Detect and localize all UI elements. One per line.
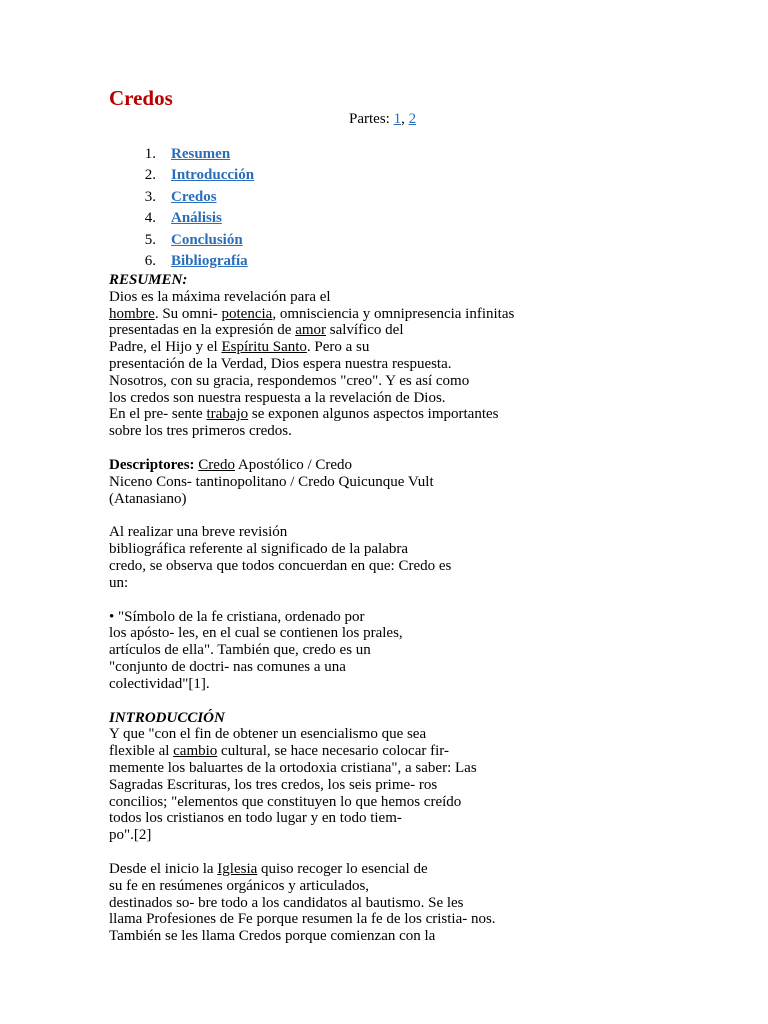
text-line: presentación de la Verdad, Dios espera nuestra respuesta.	[109, 355, 452, 372]
link-espiritu-santo[interactable]: Espíritu Santo	[221, 339, 307, 356]
toc-item-conclusion	[109, 230, 254, 251]
link-iglesia[interactable]: Iglesia	[217, 860, 258, 877]
descriptores-label: Descriptores:	[109, 456, 195, 473]
text-line: los credos son nuestra respuesta a la revelación de Dios.	[109, 389, 446, 406]
text-line: se exponen algunos aspectos importantes	[248, 406, 499, 423]
link-cambio[interactable]: cambio	[173, 743, 218, 760]
text-line: En el pre- sente	[109, 406, 207, 423]
paragraph-gap	[109, 844, 549, 861]
toc-number: 4.	[144, 210, 156, 227]
toc-item-introduccion	[109, 165, 254, 186]
toc-link-credos[interactable]: Credos	[171, 188, 217, 205]
page-title: Credos	[109, 86, 173, 110]
text-line: destinados so- bre todo a los candidatos al bautismo. Se les	[109, 894, 464, 911]
link-hombre[interactable]: hombre	[109, 305, 155, 322]
part-link-1[interactable]: 1	[393, 111, 402, 127]
text-line: . Su omni-	[154, 305, 222, 322]
text-line: po".[2]	[109, 827, 152, 844]
paragraph-simbolo	[109, 609, 549, 693]
article-body	[109, 272, 549, 945]
text-line: Dios es la máxima revelación para el	[109, 288, 331, 305]
text-line: cultural, se hace necesario colocar fir-	[217, 743, 449, 760]
parts-label: Partes:	[349, 111, 394, 127]
section-resumen	[109, 272, 549, 440]
text-line: Nosotros, con su gracia, respondemos "creo". Y es así como	[109, 372, 470, 389]
text-line: credo, se observa que todos concuerdan en que: Credo es	[109, 557, 452, 574]
text-line: "conjunto de doctri- nas comunes a una	[109, 658, 346, 675]
section-introduccion	[109, 710, 549, 844]
paragraph-gap	[109, 440, 549, 457]
text-line: (Atanasiano)	[109, 490, 187, 507]
text-line: • "Símbolo de la fe cristiana, ordenado por	[109, 608, 365, 625]
toc-item-resumen	[109, 144, 254, 165]
toc-item-bibliografia	[109, 251, 254, 272]
text-line: Apostólico / Credo	[234, 456, 353, 473]
text-line: . Pero a su	[306, 339, 370, 356]
parts-navigation	[349, 111, 416, 128]
text-line: sobre los tres primeros credos.	[109, 423, 292, 440]
paragraph-gap	[109, 693, 549, 710]
text-line: llama Profesiones de Fe porque resumen la fe de los cristia- nos.	[109, 911, 496, 928]
section-descriptores	[109, 457, 549, 507]
text-line: salvífico del	[326, 322, 404, 339]
table-of-contents	[109, 144, 254, 272]
toc-link-conclusion[interactable]: Conclusión	[171, 231, 243, 248]
text-line: un:	[109, 574, 129, 591]
toc-number: 3.	[144, 188, 156, 205]
paragraph-revision	[109, 524, 549, 591]
text-line: Sagradas Escrituras, los tres credos, los seis prime- ros	[109, 776, 438, 793]
text-line: concilios; "elementos que constituyen lo que hemos creído	[109, 793, 462, 810]
text-line: los apósto- les, en el cual se contienen los prales,	[109, 625, 403, 642]
toc-link-introduccion[interactable]: Introducción	[171, 167, 255, 184]
toc-number: 6.	[144, 252, 156, 269]
text-line: artículos de ella". También que, credo es un	[109, 642, 371, 659]
resumen-heading: RESUMEN:	[109, 272, 188, 288]
link-potencia[interactable]: potencia	[221, 305, 273, 322]
text-line: quiso recoger lo esencial de	[257, 860, 428, 877]
text-line: todos los cristianos en todo lugar y en todo tiem-	[109, 810, 402, 827]
toc-number: 2.	[144, 167, 156, 184]
text-line: su fe en resúmenes orgánicos y articulados,	[109, 877, 370, 894]
text-line: flexible al	[109, 743, 174, 760]
paragraph-gap	[109, 592, 549, 609]
text-line: Desde el inicio la	[109, 860, 218, 877]
text-line: Y que "con el fin de obtener un esencialismo que sea	[109, 726, 427, 743]
link-credo[interactable]: Credo	[198, 456, 235, 473]
text-line: memente los baluartes de la ortodoxia cristiana", a saber: Las	[109, 759, 477, 776]
part-link-2[interactable]: 2	[408, 111, 417, 127]
link-amor[interactable]: amor	[295, 322, 327, 339]
text-line: Niceno Cons- tantinopolitano / Credo Quicunque Vult	[109, 473, 434, 490]
toc-link-analisis[interactable]: Análisis	[171, 210, 222, 227]
parts-separator: ,	[401, 111, 409, 127]
toc-item-analisis	[109, 208, 254, 229]
paragraph-iglesia	[109, 861, 549, 945]
text-line: presentadas en la expresión de	[109, 322, 296, 339]
toc-number: 1.	[144, 146, 156, 162]
text-line: colectividad"[1].	[109, 675, 210, 692]
link-trabajo[interactable]: trabajo	[206, 406, 249, 423]
text-line: bibliográfica referente al significado de la palabra	[109, 541, 409, 558]
paragraph-gap	[109, 507, 549, 524]
toc-number: 5.	[144, 231, 156, 248]
toc-link-bibliografia[interactable]: Bibliografía	[171, 252, 248, 269]
toc-link-resumen[interactable]: Resumen	[171, 146, 231, 162]
text-line: Padre, el Hijo y el	[109, 339, 222, 356]
text-line: , omnisciencia y omnipresencia infinitas	[272, 305, 515, 322]
text-line: También se les llama Credos porque comienzan con la	[109, 928, 436, 945]
text-line: Al realizar una breve revisión	[109, 524, 288, 541]
introduccion-heading: INTRODUCCIÓN	[109, 709, 225, 726]
toc-item-credos	[109, 187, 254, 208]
